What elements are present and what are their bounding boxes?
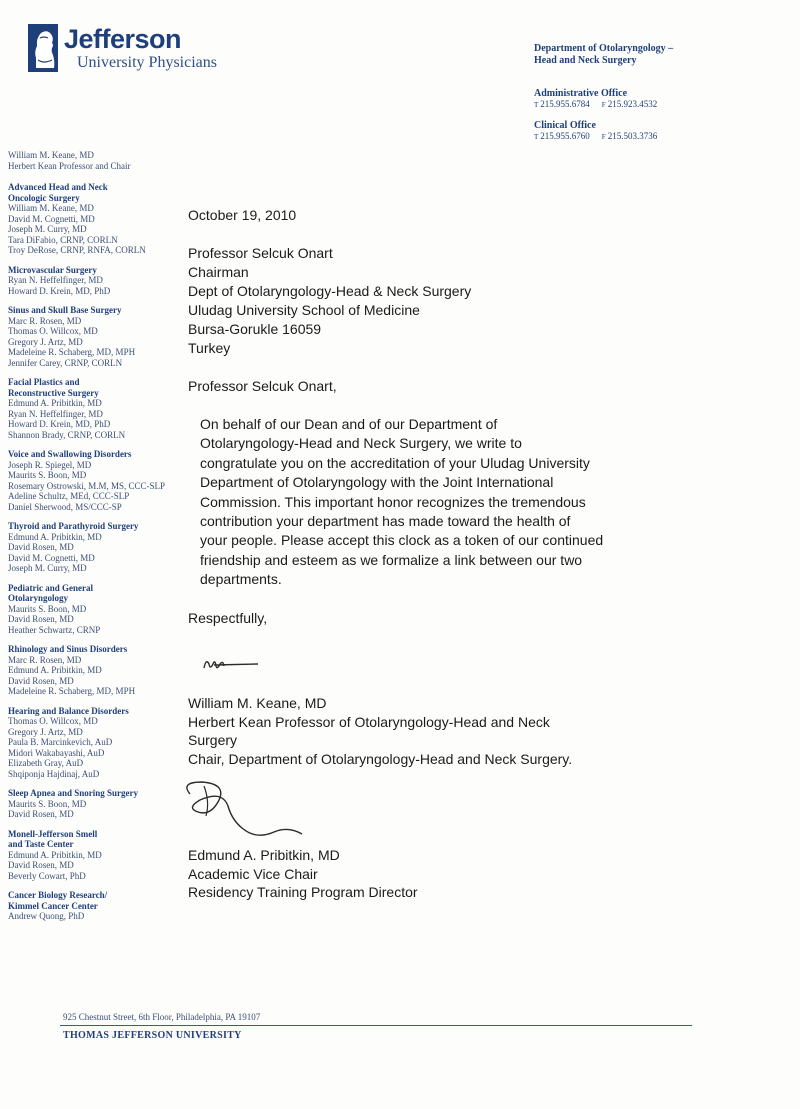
faculty-member: David Rosen, MD <box>8 809 74 819</box>
faculty-section <box>8 521 186 574</box>
jefferson-logo <box>28 24 217 72</box>
address-line: Chairman <box>188 264 249 280</box>
footer-divider <box>60 1025 692 1026</box>
body-line: Commission. This important honor recognizes the tremendous <box>200 493 586 510</box>
brand-subtitle: University Physicians <box>77 54 217 71</box>
signature-keane <box>200 652 260 676</box>
faculty-member: Heather Schwartz, CRNP <box>8 624 101 635</box>
faculty-member: Andrew Quong, PhD <box>8 911 85 921</box>
section-title: Sinus and Skull Base Surgery <box>8 305 122 315</box>
faculty-section <box>8 890 186 922</box>
office-label: Clinical Office <box>534 120 596 131</box>
faculty-member: Paula B. Marcinkevich, AuD <box>8 737 113 747</box>
section-title: Advanced Head and Neck <box>8 182 108 192</box>
faculty-member: Howard D. Krein, MD, PhD <box>8 285 111 296</box>
brand-name: Jefferson <box>64 24 182 54</box>
signer-line: Edmund A. Pribitkin, MD <box>188 847 340 863</box>
faculty-member: Edmund A. Pribitkin, MD <box>8 665 102 675</box>
faculty-section <box>8 706 186 780</box>
section-title: Hearing and Balance Disorders <box>8 705 129 716</box>
section-title: Cancer Biology Research/ <box>8 890 108 900</box>
administrative-office <box>534 88 673 111</box>
faculty-section <box>8 583 186 636</box>
faculty-member: Midori Wakabayashi, AuD <box>8 747 105 758</box>
signer-line: Herbert Kean Professor of Otolaryngology-Head and Neck <box>188 713 550 730</box>
faculty-member: Ryan N. Heffelfinger, MD <box>8 408 103 419</box>
faculty-member: David Rosen, MD <box>8 542 74 552</box>
section-title: Otolaryngology <box>8 593 68 603</box>
fax-number: 215.923.4532 <box>607 99 658 109</box>
faculty-member: Edmund A. Pribitkin, MD <box>8 398 102 408</box>
faculty-section <box>8 829 186 882</box>
faculty-member: Thomas O. Willcox, MD <box>8 716 98 726</box>
faculty-member: Marc R. Rosen, MD <box>8 315 82 326</box>
faculty-member: David Rosen, MD <box>8 614 74 624</box>
faculty-member: Shannon Brady, CRNP, CORLN <box>8 429 126 440</box>
footer-address: 925 Chestnut Street, 6th Floor, Philadelphia, PA 19107 <box>63 1012 261 1022</box>
closing: Respectfully, <box>188 609 268 626</box>
department-name-line-2: Head and Neck Surgery <box>534 55 637 66</box>
body-line: congratulate you on the accreditation of your Uludag University <box>200 454 590 471</box>
faculty-member: Howard D. Krein, MD, PhD <box>8 419 111 429</box>
chair-title: Herbert Kean Professor and Chair <box>8 161 131 171</box>
faculty-member: Maurits S. Boon, MD <box>8 798 87 809</box>
signer-line: Residency Training Program Director <box>188 884 418 900</box>
faculty-member: Troy DeRose, CRNP, RNFA, CORLN <box>8 245 146 255</box>
signer-line: William M. Keane, MD <box>188 695 327 711</box>
faculty-member: Thomas O. Willcox, MD <box>8 326 98 336</box>
section-title: and Taste Center <box>8 839 74 849</box>
section-title: Thyroid and Parathyroid Surgery <box>8 521 139 531</box>
faculty-member: David M. Cognetti, MD <box>8 552 95 563</box>
jefferson-bust-icon <box>28 24 58 72</box>
faculty-member: Maurits S. Boon, MD <box>8 470 87 480</box>
body-line: departments. <box>200 571 282 588</box>
address-line: Turkey <box>188 340 231 356</box>
signer-pribitkin <box>188 846 648 902</box>
section-title: Facial Plastics and <box>8 377 80 387</box>
faculty-member: Ryan N. Heffelfinger, MD <box>8 275 103 285</box>
address-line: Professor Selcuk Onart <box>188 245 333 261</box>
body-line: friendship and esteem as we formalize a link between our two <box>200 551 583 568</box>
section-title: Oncologic Surgery <box>8 192 80 203</box>
faculty-section <box>8 788 186 820</box>
section-title: Sleep Apnea and Snoring Surgery <box>8 788 139 798</box>
letter-body <box>188 206 648 628</box>
recipient-address <box>188 244 648 358</box>
phone-number: 215.955.6760 <box>540 131 590 141</box>
faculty-member: Madeleine R. Schaberg, MD, MPH <box>8 347 136 357</box>
section-title: Voice and Swallowing Disorders <box>8 449 132 459</box>
phone-label: T <box>534 101 539 109</box>
address-line: Uludag University School of Medicine <box>188 302 420 318</box>
department-name-line-1: Department of Otolaryngology – <box>534 43 674 54</box>
office-phones <box>534 131 673 143</box>
faculty-member: Beverly Cowart, PhD <box>8 870 86 881</box>
faculty-member: David M. Cognetti, MD <box>8 213 95 224</box>
faculty-section <box>8 377 186 440</box>
faculty-section <box>8 182 186 256</box>
phone-number: 215.955.6784 <box>540 99 590 109</box>
faculty-member: David Rosen, MD <box>8 675 74 686</box>
section-title: Microvascular Surgery <box>8 264 97 275</box>
body-line: Department of Otolaryngology with the Joint International <box>200 474 554 491</box>
faculty-member: Adeline Schultz, MEd, CCC-SLP <box>8 491 130 501</box>
section-title: Rhinology and Sinus Disorders <box>8 644 128 654</box>
body-line: On behalf of our Dean and of our Department of <box>200 416 498 432</box>
section-title: Pediatric and General <box>8 582 93 593</box>
faculty-member: Maurits S. Boon, MD <box>8 603 87 614</box>
faculty-member: Marc R. Rosen, MD <box>8 654 82 665</box>
section-title: Monell-Jefferson Smell <box>8 828 98 839</box>
faculty-member: Joseph R. Spiegel, MD <box>8 459 92 470</box>
body-line: Otolaryngology-Head and Neck Surgery, we write to <box>200 435 522 452</box>
faculty-member: Edmund A. Pribitkin, MD <box>8 531 102 542</box>
faculty-section <box>8 644 186 697</box>
department-block <box>534 43 673 143</box>
address-line: Bursa-Gorukle 16059 <box>188 321 322 337</box>
chair-name: William M. Keane, MD <box>8 150 94 160</box>
faculty-section <box>8 449 186 512</box>
body-line: your people. Please accept this clock as a token of our continued <box>200 532 604 549</box>
clinical-office <box>534 120 673 143</box>
faculty-member: Gregory J. Artz, MD <box>8 726 83 737</box>
faculty-member: Daniel Sherwood, MS/CCC-SP <box>8 501 122 512</box>
section-title: Kimmel Cancer Center <box>8 900 98 911</box>
signer-line: Academic Vice Chair <box>188 865 318 882</box>
signature-pribitkin <box>170 772 310 852</box>
office-phones <box>534 99 673 111</box>
faculty-member: David Rosen, MD <box>8 860 74 870</box>
footer-university: THOMAS JEFFERSON UNIVERSITY <box>63 1030 242 1041</box>
faculty-member: Madeleine R. Schaberg, MD, MPH <box>8 686 136 696</box>
signer-line: Surgery <box>188 732 238 748</box>
faculty-member: William M. Keane, MD <box>8 203 94 213</box>
faculty-sidebar <box>8 150 186 922</box>
address-line: Dept of Otolaryngology-Head & Neck Surgery <box>188 283 472 299</box>
body-line: contribution your department has made toward the health of <box>200 513 571 530</box>
faculty-member: Edmund A. Pribitkin, MD <box>8 849 102 860</box>
office-label: Administrative Office <box>534 88 628 99</box>
faculty-section <box>8 265 186 297</box>
section-title: Reconstructive Surgery <box>8 387 99 398</box>
signer-line: Chair, Department of Otolaryngology-Head and Neck Surgery. <box>188 750 573 767</box>
letter-paragraph <box>188 415 648 590</box>
fax-label: F <box>601 101 606 109</box>
salutation: Professor Selcuk Onart, <box>188 378 337 394</box>
faculty-member: Tara DiFabio, CRNP, CORLN <box>8 234 118 245</box>
fax-number: 215.503.3736 <box>607 131 658 141</box>
faculty-member: Joseph M. Curry, MD <box>8 563 87 573</box>
faculty-member: Elizabeth Gray, AuD <box>8 758 84 768</box>
signer-keane <box>188 694 648 768</box>
phone-label: T <box>534 133 539 141</box>
faculty-member: Shqiponja Hajdinaj, AuD <box>8 768 100 779</box>
fax-label: F <box>601 133 606 141</box>
faculty-member: Rosemary Ostrowski, M.M, MS, CCC-SLP <box>8 480 166 491</box>
faculty-member: Joseph M. Curry, MD <box>8 224 87 234</box>
faculty-sections <box>8 182 186 922</box>
faculty-section <box>8 305 186 368</box>
faculty-member: Gregory J. Artz, MD <box>8 336 83 347</box>
faculty-member: Jennifer Carey, CRNP, CORLN <box>8 357 123 368</box>
letter-date: October 19, 2010 <box>188 207 297 223</box>
